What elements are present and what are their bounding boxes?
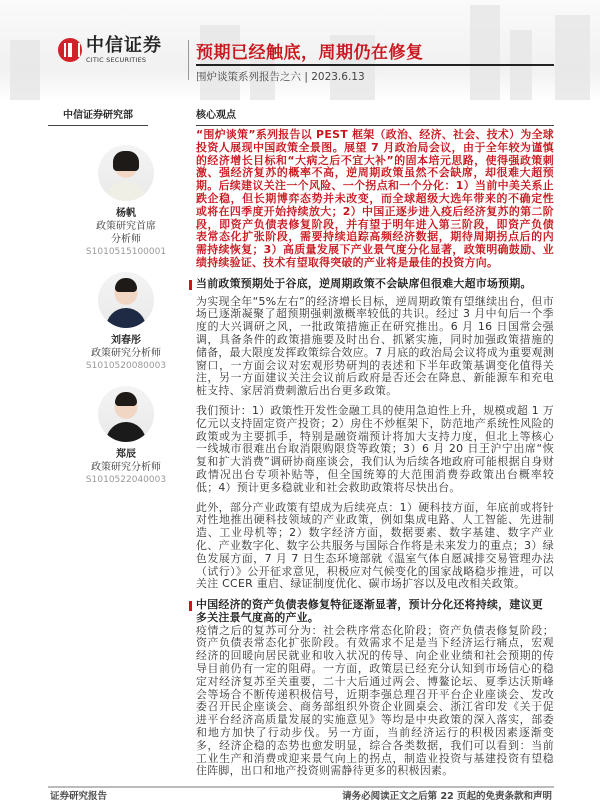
analyst-title: 政策研究分析师 — [91, 462, 161, 473]
core-summary: “围炉谈策”系列报告以 PEST 框架（政治、经济、社会、技术）为全球投资人展现中国政策全景图。展望 7 月政治局会议，由于全年较为谨慎的经济增长目标和“大病之后不宜大补”的固本培元思路，使得强政策刺激、强经济复苏的概率不高，逆周期政策虽然不会缺席，却很难大超预期。后续建议关注一个风险、一个拐点和一个分化：1）当前中美关系止跌企稳，但长期博弈态势并未改变，而全球超级大选年带来的不确定性或将在四季度开始持续放大；2）中国正逐步进入疫后经济复苏的第二阶段，即资产负债表修复阶段，并有望于明年进入第三阶段，即资产负债表常态化扩张阶段，需要持续追踪高频经济数据，期待周期拐点后的内需持续恢复；3）高质量发展下产业景气度分化显著，政策明确鼓励、业绩持续验证、技术有望取得突破的产业将是最佳的投资方向。 — [196, 128, 554, 269]
report-title: 预期已经触底，周期仍在修复 — [196, 43, 424, 63]
logo-chinese-name: 中信证券 — [86, 35, 162, 56]
section-heading — [196, 278, 554, 291]
header-divider — [188, 40, 189, 80]
analyst-name: 郑辰 — [116, 449, 136, 460]
citic-logo-icon — [58, 38, 82, 62]
paragraph: 此外，部分产业政策有望成为后续亮点：1）硬科技方面，年底前或将针对性地推出硬科技领域的产业政策，例如集成电路、人工智能、先进制造、工业母机等；2）数字经济方面，数据要素、数字基建、数字产业化、产业数字化、数字公共服务与国际合作将是未来发力的重点；3）绿色发展方面，7 月 7 日生态环境部就《温室气体自愿减排交易管理办法（试行）》公开征求意见，积极应对气候变化的国家战略稳步推进，可以关注 CCER 重启、绿证制度优化、碳市场扩容以及电改相关政策。 — [196, 500, 554, 591]
footer-disclaimer: 请务必阅读正文之后第 22 页起的免责条款和声明 — [342, 791, 552, 803]
red-bullet-bar — [189, 280, 192, 290]
analyst-license-id: S1010515100001 — [85, 247, 167, 257]
core-view-heading: 核心观点 — [196, 106, 554, 126]
paragraph: 我们预计：1）政策性开发性金融工具的使用急迫性上升，规模或超 1 万亿元以支持固定资产投资；2）房住不炒框架下，防范地产系统性风险的政策或为主要抓手，特别是融资端预计将加大支持力度，但北上等核心一线城市很难出台取消限购限贷等政策；3）6 月 20 日王沪宁出席“恢复和扩大消费”调研协商座谈会，我们认为后续各地政府可能根据自身财政情况出台专项补贴等，但全国统筹的大范围消费券政策出台概率较低；4）预计更多稳就业和社会救助政策将尽快出台。 — [196, 403, 554, 494]
analyst-name: 杨帆 — [116, 208, 136, 219]
main-content — [196, 129, 554, 778]
red-bullet-bar — [189, 601, 192, 611]
analyst-title-2: 分析师 — [111, 234, 141, 245]
analyst-name: 刘春彤 — [111, 335, 141, 346]
citic-logo — [58, 36, 162, 64]
section-heading-text: 中国经济的资产负债表修复特征逐渐显著，预计分化还将持续，建议更多关注景气度高的产业。 — [196, 598, 543, 624]
section-heading-text: 当前政策预期处于谷底，逆周期政策不会缺席但很难大超市场预期。 — [196, 276, 532, 290]
footer-report-type: 证券研究报告 — [50, 791, 108, 803]
logo-english-name: CITIC SECURITIES — [86, 56, 147, 64]
paragraph: 疫情之后的复苏可分为：社会秩序常态化阶段；资产负债表修复阶段；资产负债表常态化扩张阶段。有效需求不足是当下经济运行痛点，宏观经济的回暖向居民就业和收入状况的传导、向企业业绩和社会预期的传导目前仍有一定的阻碍。一方面，政策层已经充分认知到市场信心的稳定对经济复苏至关重要，二十大后通过两会、博鳌论坛、夏季达沃斯峰会等场合不断传递积极信号，近期李强总理召开平台企业座谈会、发改委召开民企座谈会、商务部组织外资企业圆桌会、浙江省印发《关于促进平台经济高质量发展的实施意见》等均是中央政策的深入落实，部委和地方加快了行动步伐。另一方面，当前经济运行的积极因素逐渐变多，经济企稳的态势也愈发明显，综合各类数据，我们可以看到：当前工业生产和消费或迎来景气向上的拐点，制造业投资与基建投资有望稳住阵脚，出口和地产投资则需静待更多的积极因素。 — [196, 623, 554, 778]
report-subtitle: 围炉谈策系列报告之六 | 2023.6.13 — [196, 71, 365, 83]
analyst-title: 政策研究首席 — [96, 221, 156, 232]
analyst-license-id: S1010522040003 — [85, 475, 167, 485]
page-footer — [48, 778, 554, 811]
sidebar-heading: 中信证券研究部 — [48, 106, 148, 126]
analyst-license-id: S1010520080003 — [85, 361, 167, 371]
title-rule — [196, 64, 554, 66]
page-flow — [48, 129, 554, 811]
paragraph: 为实现全年“5%左右”的经济增长目标，逆周期政策有望继续出台，但市场已逐渐凝聚了超预期强刺激概率较低的共识。经过 3 月中旬后一个季度的大兴调研之风，一批政策措施正在研究推出。6 月 16 日国常会强调，具备条件的政策措施要及时出台、抓紧实施，同时加强政策措施的储备，最大限度发挥政策综合效应。7 月底的政治局会议将成为重要观测窗口，一方面会议对宏观形势研判的表述和下半年政策基调变化值得关注，另一方面建议关注会议前后政府是否还会在降息、新能源车和充电桩支持、家居消费刺激后出台更多政策。 — [196, 294, 554, 398]
section-heading — [196, 599, 554, 625]
analyst-title: 政策研究分析师 — [91, 348, 161, 359]
